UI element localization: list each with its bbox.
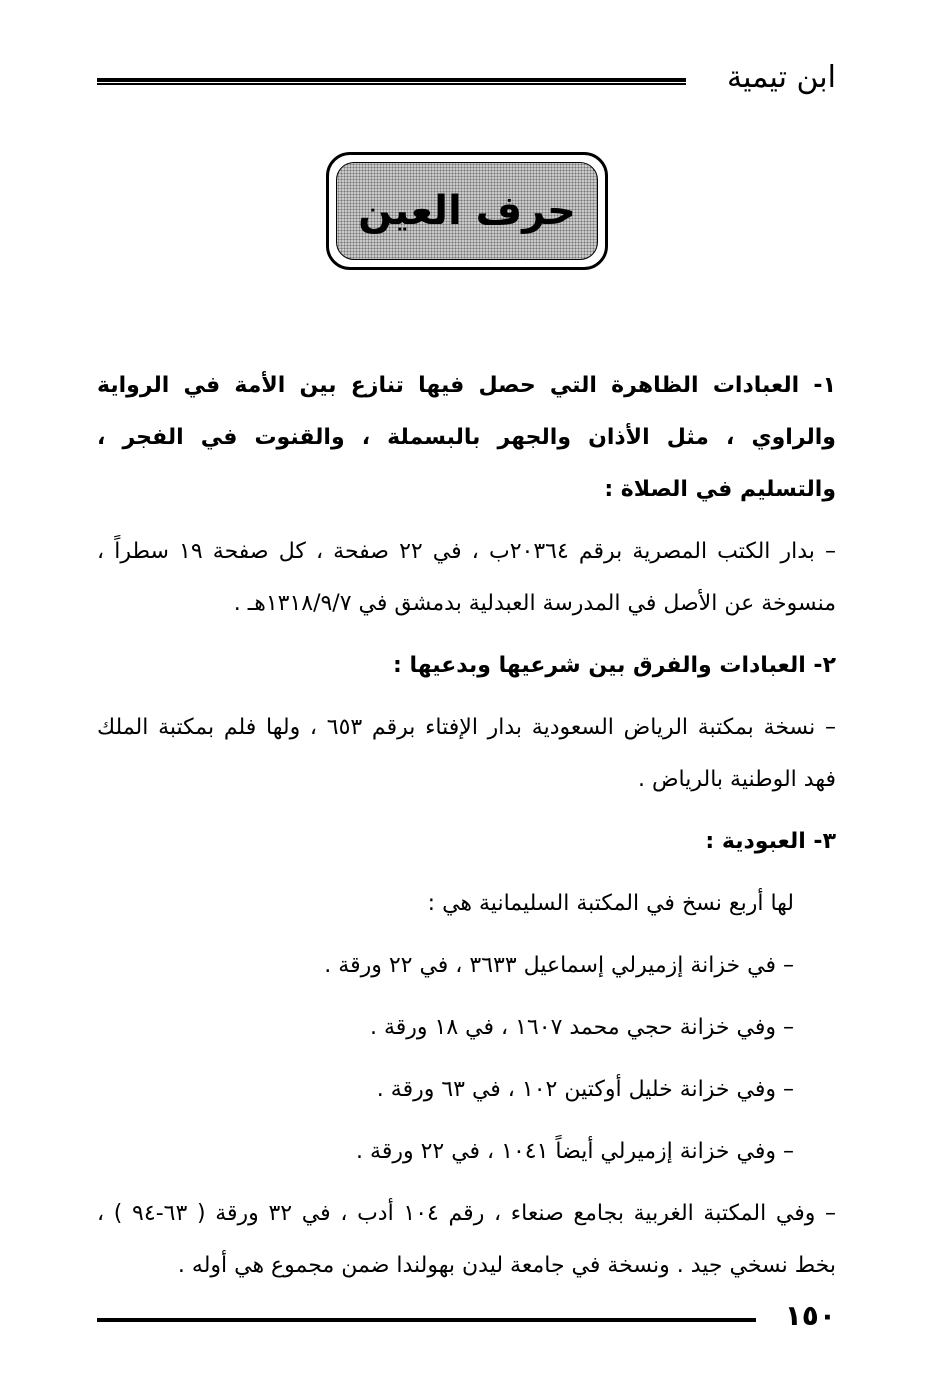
entry-1-heading: ١- العبادات الظاهرة التي حصل فيها تنازع بين الأمة في الرواية والراوي ، مثل الأذان والجهر بالبسملة ، والقنوت في الفجر ، والتسليم في الصلاة : [97, 373, 836, 502]
page-body [97, 360, 836, 1302]
entry-3-copy-5: – وفي المكتبة الغربية بجامع صنعاء ، رقم ١٠٤ أدب ، في ٣٢ ورقة ( ٦٣-٩٤ ) ، بخط نسخي جيد . ونسخة في جامعة ليدن بهولندا ضمن مجموع هي أوله . [97, 1201, 837, 1278]
entry-3-copy-2: – وفي خزانة حجي محمد ١٦٠٧ ، في ١٨ ورقة . [370, 1015, 794, 1040]
running-title: ابن تيمية [727, 60, 836, 95]
entry-3-intro: لها أربع نسخ في المكتبة السليمانية هي : [427, 891, 794, 916]
header-rule [97, 78, 686, 85]
entry-1-copy: – بدار الكتب المصرية برقم ٢٠٣٦٤ب ، في ٢٢ صفحة ، كل صفحة ١٩ سطراً ، منسوخة عن الأصل في المدرسة العبدلية بدمشق في ١٣١٨/٩/٧هـ . [97, 539, 837, 616]
chapter-title: حرف العين [358, 188, 576, 234]
page-footer [97, 1296, 836, 1336]
entry-2-heading: ٢- العبادات والفرق بين شرعيها وبدعيها : [393, 653, 836, 678]
entry-3-copy-4: – وفي خزانة إزميرلي أيضاً ١٠٤١ ، في ٢٢ ورقة . [356, 1139, 794, 1164]
chapter-title-box [326, 152, 608, 270]
entry-3-copy-1: – في خزانة إزميرلي إسماعيل ٣٦٣٣ ، في ٢٢ ورقة . [324, 953, 794, 978]
footer-rule [97, 1318, 756, 1322]
entry-3-heading: ٣- العبودية : [705, 829, 836, 854]
entry-3-copy-3: – وفي خزانة خليل أوكتين ١٠٢ ، في ٦٣ ورقة . [376, 1077, 794, 1102]
page-header [97, 56, 836, 100]
chapter-title-pattern [336, 162, 598, 260]
page-number: ١٥٠ [784, 1299, 836, 1332]
entry-2-copy: – نسخة بمكتبة الرياض السعودية بدار الإفتاء برقم ٦٥٣ ، ولها فلم بمكتبة الملك فهد الوطنية بالرياض . [97, 715, 836, 792]
